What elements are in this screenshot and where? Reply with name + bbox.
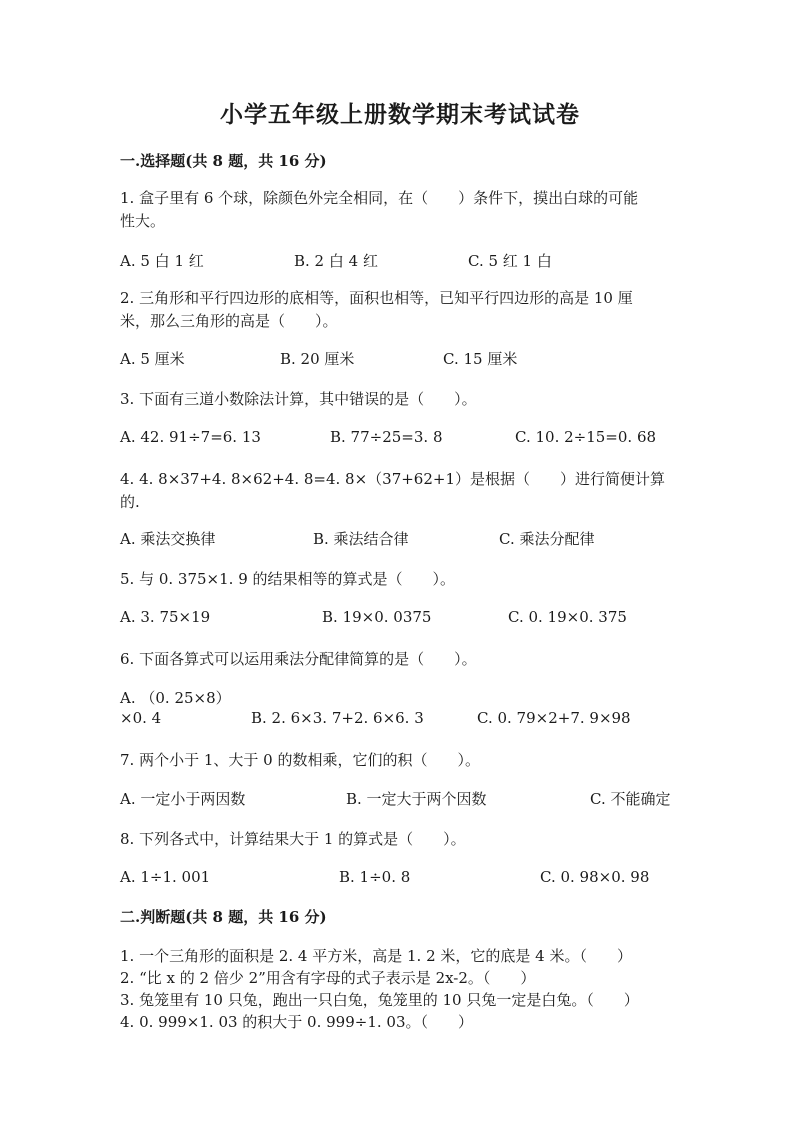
question-4-option-b: B. 乘法结合律 (313, 530, 409, 548)
question-5-option-c: C. 0. 19×0. 375 (508, 608, 627, 626)
question-6-line-1: 6. 下面各算式可以运用乘法分配律简算的是（ ）。 (120, 650, 477, 668)
question-8-option-a: A. 1÷1. 001 (120, 868, 211, 886)
question-3-option-b: B. 77÷25=3. 8 (330, 428, 443, 446)
section-heading-choice: 一.选择题(共 8 题，共 16 分) (120, 152, 327, 170)
question-6-option-b: B. 2. 6×3. 7+2. 6×6. 3 (251, 709, 424, 727)
question-7-option-a: A. 一定小于两因数 (120, 790, 246, 808)
exam-title: 小学五年级上册数学期末考试试卷 (220, 101, 580, 128)
question-1-option-a: A. 5 白 1 红 (120, 252, 204, 270)
question-3-option-c: C. 10. 2÷15=0. 68 (515, 428, 657, 446)
judgement-item-4: 4. 0. 999×1. 03 的积大于 0. 999÷1. 03。（ ） (120, 1013, 474, 1031)
question-8-option-b: B. 1÷0. 8 (339, 868, 411, 886)
question-2-option-b: B. 20 厘米 (280, 350, 355, 368)
question-2-option-a: A. 5 厘米 (120, 350, 185, 368)
question-1-line-1: 1. 盒子里有 6 个球，除颜色外完全相同，在（ ）条件下，摸出白球的可能 (120, 189, 639, 207)
judgement-item-1: 1. 一个三角形的面积是 2. 4 平方米，高是 1. 2 米，它的底是 4 米。（ ） (120, 947, 632, 965)
question-4-line-1: 4. 4. 8×37+4. 8×62+4. 8=4. 8×（37+62+1）是根据（ ）进行简便计算 (120, 470, 666, 488)
question-8-option-c: C. 0. 98×0. 98 (540, 868, 650, 886)
question-2-option-c: C. 15 厘米 (443, 350, 518, 368)
judgement-item-3: 3. 兔笼里有 10 只兔，跑出一只白兔，兔笼里的 10 只兔一定是白兔。（ ） (120, 991, 639, 1009)
question-1-line-2: 性大。 (120, 212, 166, 230)
question-6-option-a-end: ×0. 4 (120, 709, 162, 727)
question-3-line-1: 3. 下面有三道小数除法计算，其中错误的是（ ）。 (120, 390, 477, 408)
question-2-line-2: 米，那么三角形的高是（ ）。 (120, 312, 338, 330)
question-2-line-1: 2. 三角形和平行四边形的底相等，面积也相等，已知平行四边形的高是 10 厘 (120, 289, 633, 307)
question-7-option-b: B. 一定大于两个因数 (346, 790, 487, 808)
section-heading-judgement: 二.判断题(共 8 题，共 16 分) (120, 908, 327, 926)
question-4-option-a: A. 乘法交换律 (120, 530, 216, 548)
question-5-line-1: 5. 与 0. 375×1. 9 的结果相等的算式是（ ）。 (120, 570, 456, 588)
question-6-option-c: C. 0. 79×2+7. 9×98 (477, 709, 631, 727)
judgement-item-2: 2. “比 x 的 2 倍少 2”用含有字母的式子表示是 2x-2。（ ） (120, 969, 536, 987)
question-6-option-a-start: A. （0. 25×8） (120, 689, 231, 707)
question-7-line-1: 7. 两个小于 1、大于 0 的数相乘，它们的积（ ）。 (120, 751, 480, 769)
question-4-option-c: C. 乘法分配律 (499, 530, 595, 548)
question-1-option-b: B. 2 白 4 红 (294, 252, 378, 270)
question-5-option-b: B. 19×0. 0375 (322, 608, 432, 626)
question-8-line-1: 8. 下列各式中，计算结果大于 1 的算式是（ ）。 (120, 830, 466, 848)
question-7-option-c: C. 不能确定 (590, 790, 671, 808)
question-1-option-c: C. 5 红 1 白 (468, 252, 552, 270)
question-3-option-a: A. 42. 91÷7=6. 13 (120, 428, 261, 446)
question-5-option-a: A. 3. 75×19 (120, 608, 211, 626)
question-4-line-2: 的. (120, 493, 140, 511)
